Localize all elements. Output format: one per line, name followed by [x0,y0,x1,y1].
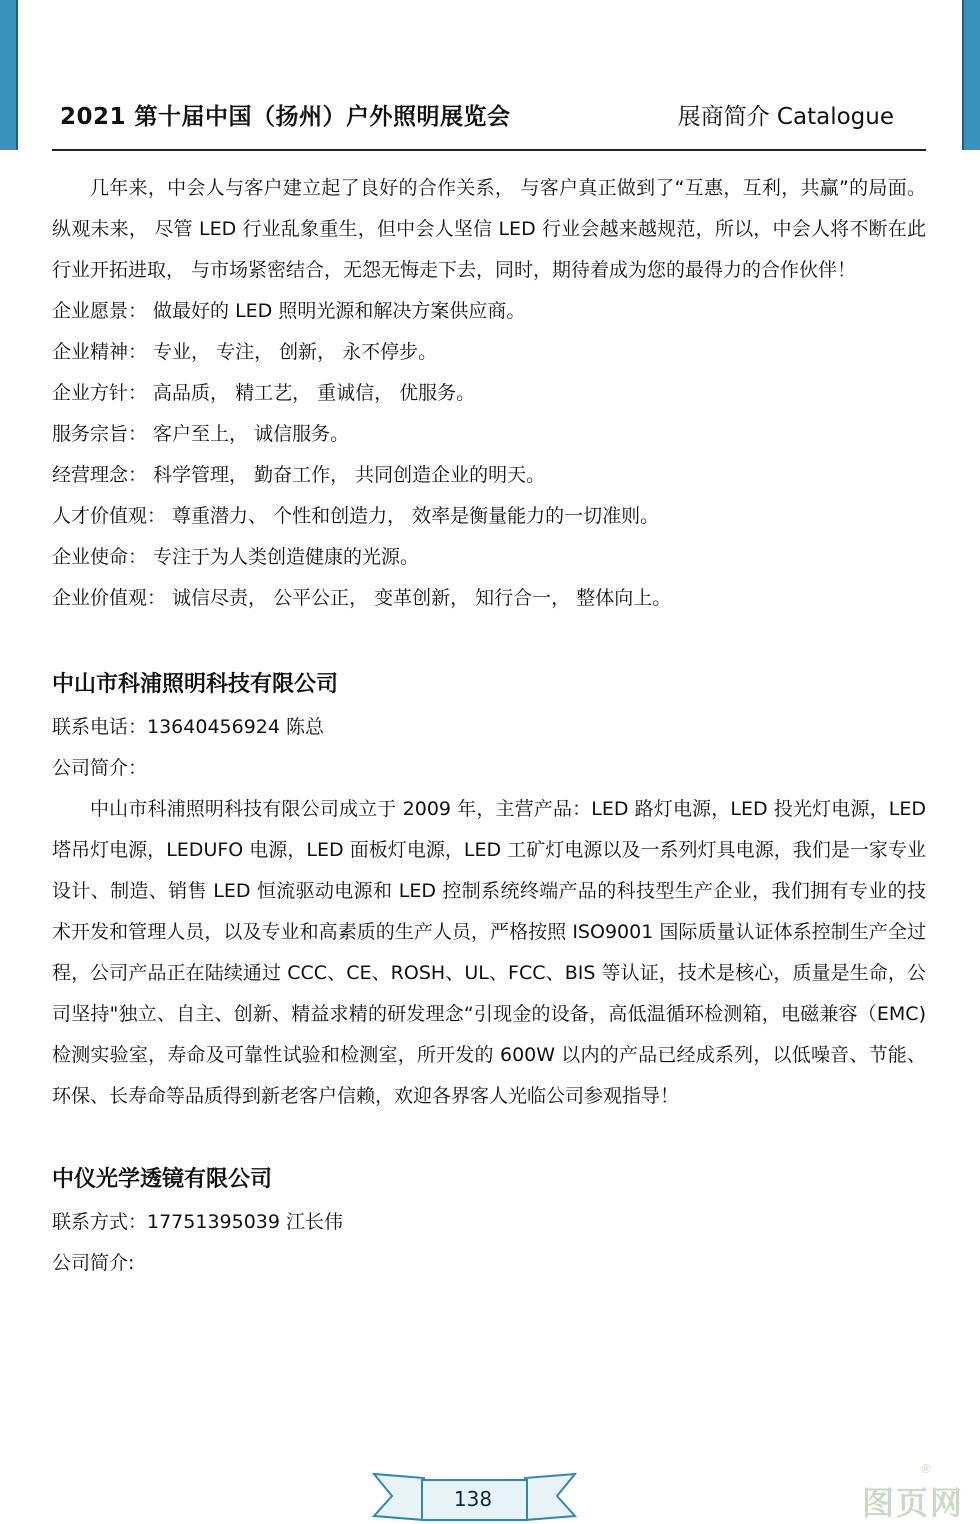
item-value: 高品质， 精工艺， 重诚信， 优服务。 [147,382,476,404]
item-value: 科学管理， 勤奋工作， 共同创造企业的明天。 [147,464,546,486]
right-edge-bar [962,0,980,150]
section-spacer [52,619,926,663]
header-section-label: 展商简介 Catalogue [677,104,894,130]
item-label: 人才价值观： [52,505,167,527]
intro-item-values [52,578,926,619]
company-2-intro-label: 公司简介: [52,1252,135,1274]
item-value: 诚信尽责， 公平公正， 变革创新， 知行合一， 整体向上。 [166,587,672,609]
intro-item-service [52,414,926,455]
page-number: 138 [453,1487,493,1511]
registered-mark: ® [920,1462,932,1476]
item-label: 企业精神： [52,341,148,363]
intro-item-policy [52,373,926,414]
item-label: 企业价值观： [52,587,167,609]
item-label: 经营理念： [52,464,148,486]
item-label: 企业使命： [52,546,148,568]
page-content [52,168,926,1284]
intro-item-mission [52,537,926,578]
page-header [60,98,894,131]
item-value: 尊重潜力、 个性和创造力， 效率是衡量能力的一切准则。 [166,505,660,527]
intro-paragraph: 几年来，中会人与客户建立起了良好的合作关系， 与客户真正做到了“互惠，互利，共赢”的局面。纵观未来， 尽管 LED 行业乱象重生，但中会人坚信 LED 行业会越来越规范，所以，中会人将不断在此行业开拓进取， 与市场紧密结合，无怨无悔走下去，同时，期待着成为您的最得力的合作伙伴！ [52,177,926,281]
company-1-name: 中山市科浦照明科技有限公司 [52,672,339,697]
item-label: 服务宗旨： [52,423,148,445]
item-label: 企业方针： [52,382,148,404]
header-divider [52,149,926,151]
company-1-description: 中山市科浦照明科技有限公司成立于 2009 年，主营产品：LED 路灯电源，LED 投光灯电源，LED 塔吊灯电源，LEDUFO 电源，LED 面板灯电源，LED 工矿灯电源以及一系列灯具电源，我们是一家专业设计、制造、销售 LED 恒流驱动电源和 LED 控制系统终端产品的科技型生产企业，我们拥有专业的技术开发和管理人员，以及专业和高素质的生产人员，严格按照 ISO9001 国际质量认证体系控制生产全过程，公司产品正在陆续通过 CCC、CE、ROSH、UL、FCC、BIS 等认证，技术是核心，质量是生命，公司坚持"独立、自主、创新、精益求精的研发理念“引现金的设备，高低温循环检测箱，电磁兼容（EMC)检测实验室，寿命及可靠性试验和检测室，所开发的 600W 以内的产品已经成系列，以低噪音、节能、环保、长寿命等品质得到新老客户信赖，欢迎各界客人光临公司参观指导！ [52,798,926,1107]
company-2-name: 中仪光学透镜有限公司 [52,1167,273,1192]
company-1-intro-label: 公司简介： [52,757,148,779]
item-value: 客户至上， 诚信服务。 [147,423,350,445]
section-spacer [52,1117,926,1158]
company-1-contact: 联系电话：13640456924 陈总 [52,716,325,738]
item-value: 做最好的 LED 照明光源和解决方案供应商。 [147,300,526,322]
intro-item-spirit [52,332,926,373]
left-edge-bar [0,0,18,150]
intro-item-philosophy [52,455,926,496]
intro-item-vision [52,291,926,332]
item-value: 专注于为人类创造健康的光源。 [147,546,420,568]
header-title: 2021 第十届中国（扬州）户外照明展览会 [60,104,511,130]
item-label: 企业愿景： [52,300,148,322]
intro-item-talent [52,496,926,537]
company-2-contact: 联系方式：17751395039 江长伟 [52,1211,344,1233]
watermark-logo: 图页网 [861,1484,964,1522]
item-value: 专业， 专注， 创新， 永不停步。 [147,341,438,363]
